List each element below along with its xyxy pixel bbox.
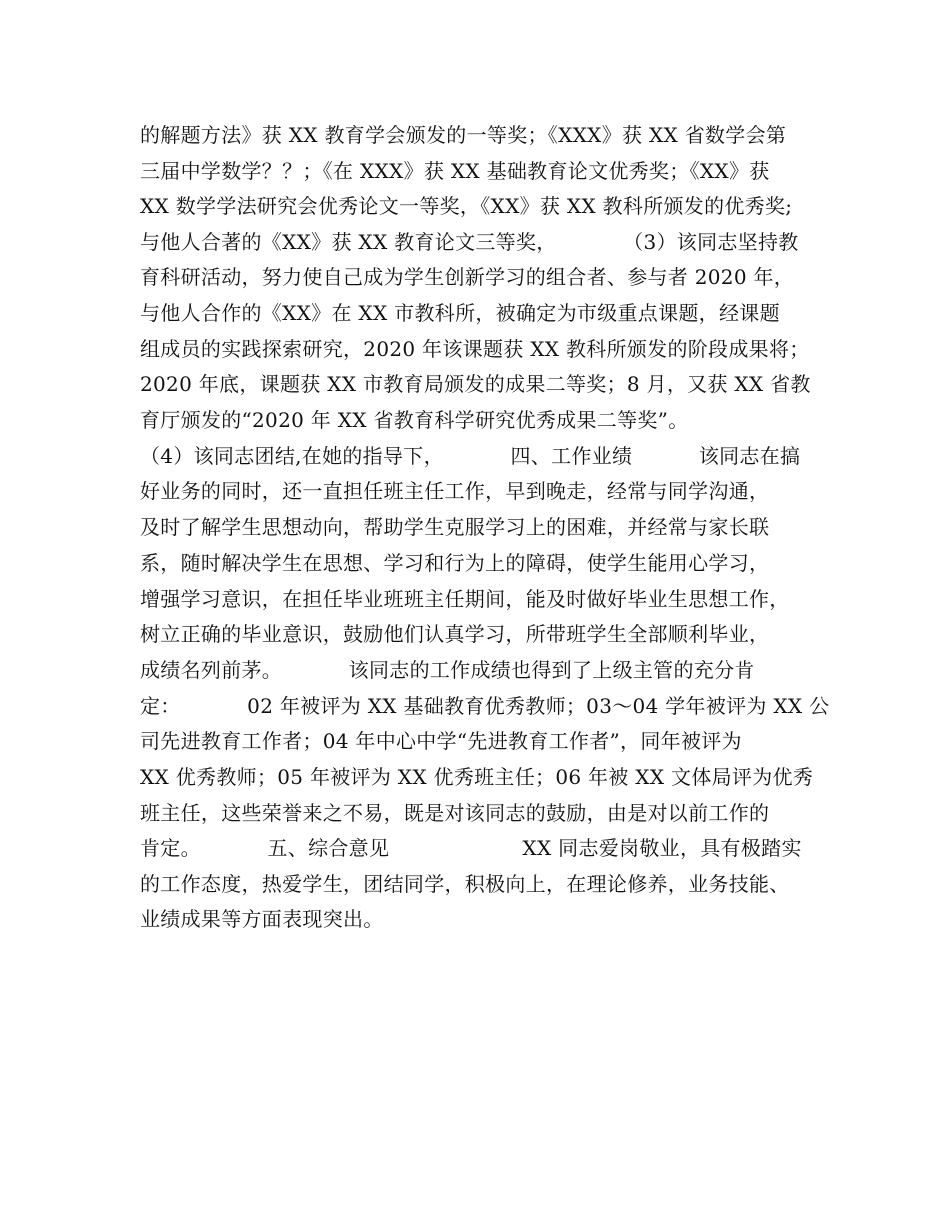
text-line: 组成员的实践探索研究，2020 年该课题获 XX 教科所颁发的阶段成果将； <box>140 337 810 361</box>
text-line: 与他人合著的《XX》获 XX 教育论文三等奖， （3）该同志坚持教 <box>140 230 799 254</box>
text-line: 系，随时解决学生在思想、学习和行为上的障碍，使学生能用心学习， <box>140 551 770 575</box>
text-line: 的解题方法》获 XX 教育学会颁发的一等奖；《XXX》获 XX 省数学会第 <box>140 123 787 147</box>
text-line: 定： 02 年被评为 XX 基础教育优秀教师；03～04 学年被评为 XX 公 <box>140 694 830 718</box>
text-line: 育厅颁发的“2020 年 XX 省教育科学研究优秀成果二等奖”。 <box>140 408 689 432</box>
text-line: （4）该同志团结,在她的指导下， 四、工作业绩 该同志在搞 <box>140 444 801 468</box>
text-line: 树立正确的毕业意识，鼓励他们认真学习，所带班学生全部顺利毕业， <box>140 622 770 646</box>
text-line: 的工作态度，热爱学生，团结同学，积极向上，在理论修养，业务技能、 <box>140 872 790 896</box>
text-line: 与他人合作的《XX》在 XX 市教科所，被确定为市级重点课题，经课题 <box>140 301 780 325</box>
text-line: 业绩成果等方面表现突出。 <box>140 907 384 931</box>
text-line: 班主任，这些荣誉来之不易，既是对该同志的鼓励，由是对以前工作的 <box>140 801 770 825</box>
text-line: 增强学习意识，在担任毕业班班主任期间，能及时做好毕业生思想工作， <box>140 587 790 611</box>
text-line: XX 数学学法研究会优秀论文一等奖，《XX》获 XX 教科所颁发的优秀奖; <box>140 194 793 218</box>
text-line: XX 优秀教师；05 年被评为 XX 优秀班主任；06 年被 XX 文体局评为优秀 <box>140 765 814 789</box>
text-line: 成绩名列前茅。 该同志的工作成绩也得到了上级主管的充分肯 <box>140 658 755 682</box>
text-line: 肯定。 五、综合意见 XX 同志爱岗敬业，具有极踏实 <box>140 836 802 860</box>
text-line: 三届中学数学？？；《在 XXX》获 XX 基础教育论文优秀奖；《XX》获 <box>140 159 770 183</box>
text-line: 好业务的同时，还一直担任班主任工作，早到晚走，经常与同学沟通， <box>140 479 770 503</box>
text-line: 司先进教育工作者；04 年中心中学“先进教育工作者”，同年被评为 <box>140 729 742 753</box>
text-line: 及时了解学生思想动向，帮助学生克服学习上的困难，并经常与家长联 <box>140 515 770 539</box>
text-line: 2020 年底，课题获 XX 市教育局颁发的成果二等奖；8 月，又获 XX 省教 <box>140 372 811 396</box>
text-line: 育科研活动，努力使自己成为学生创新学习的组合者、参与者 2020 年， <box>140 265 795 289</box>
